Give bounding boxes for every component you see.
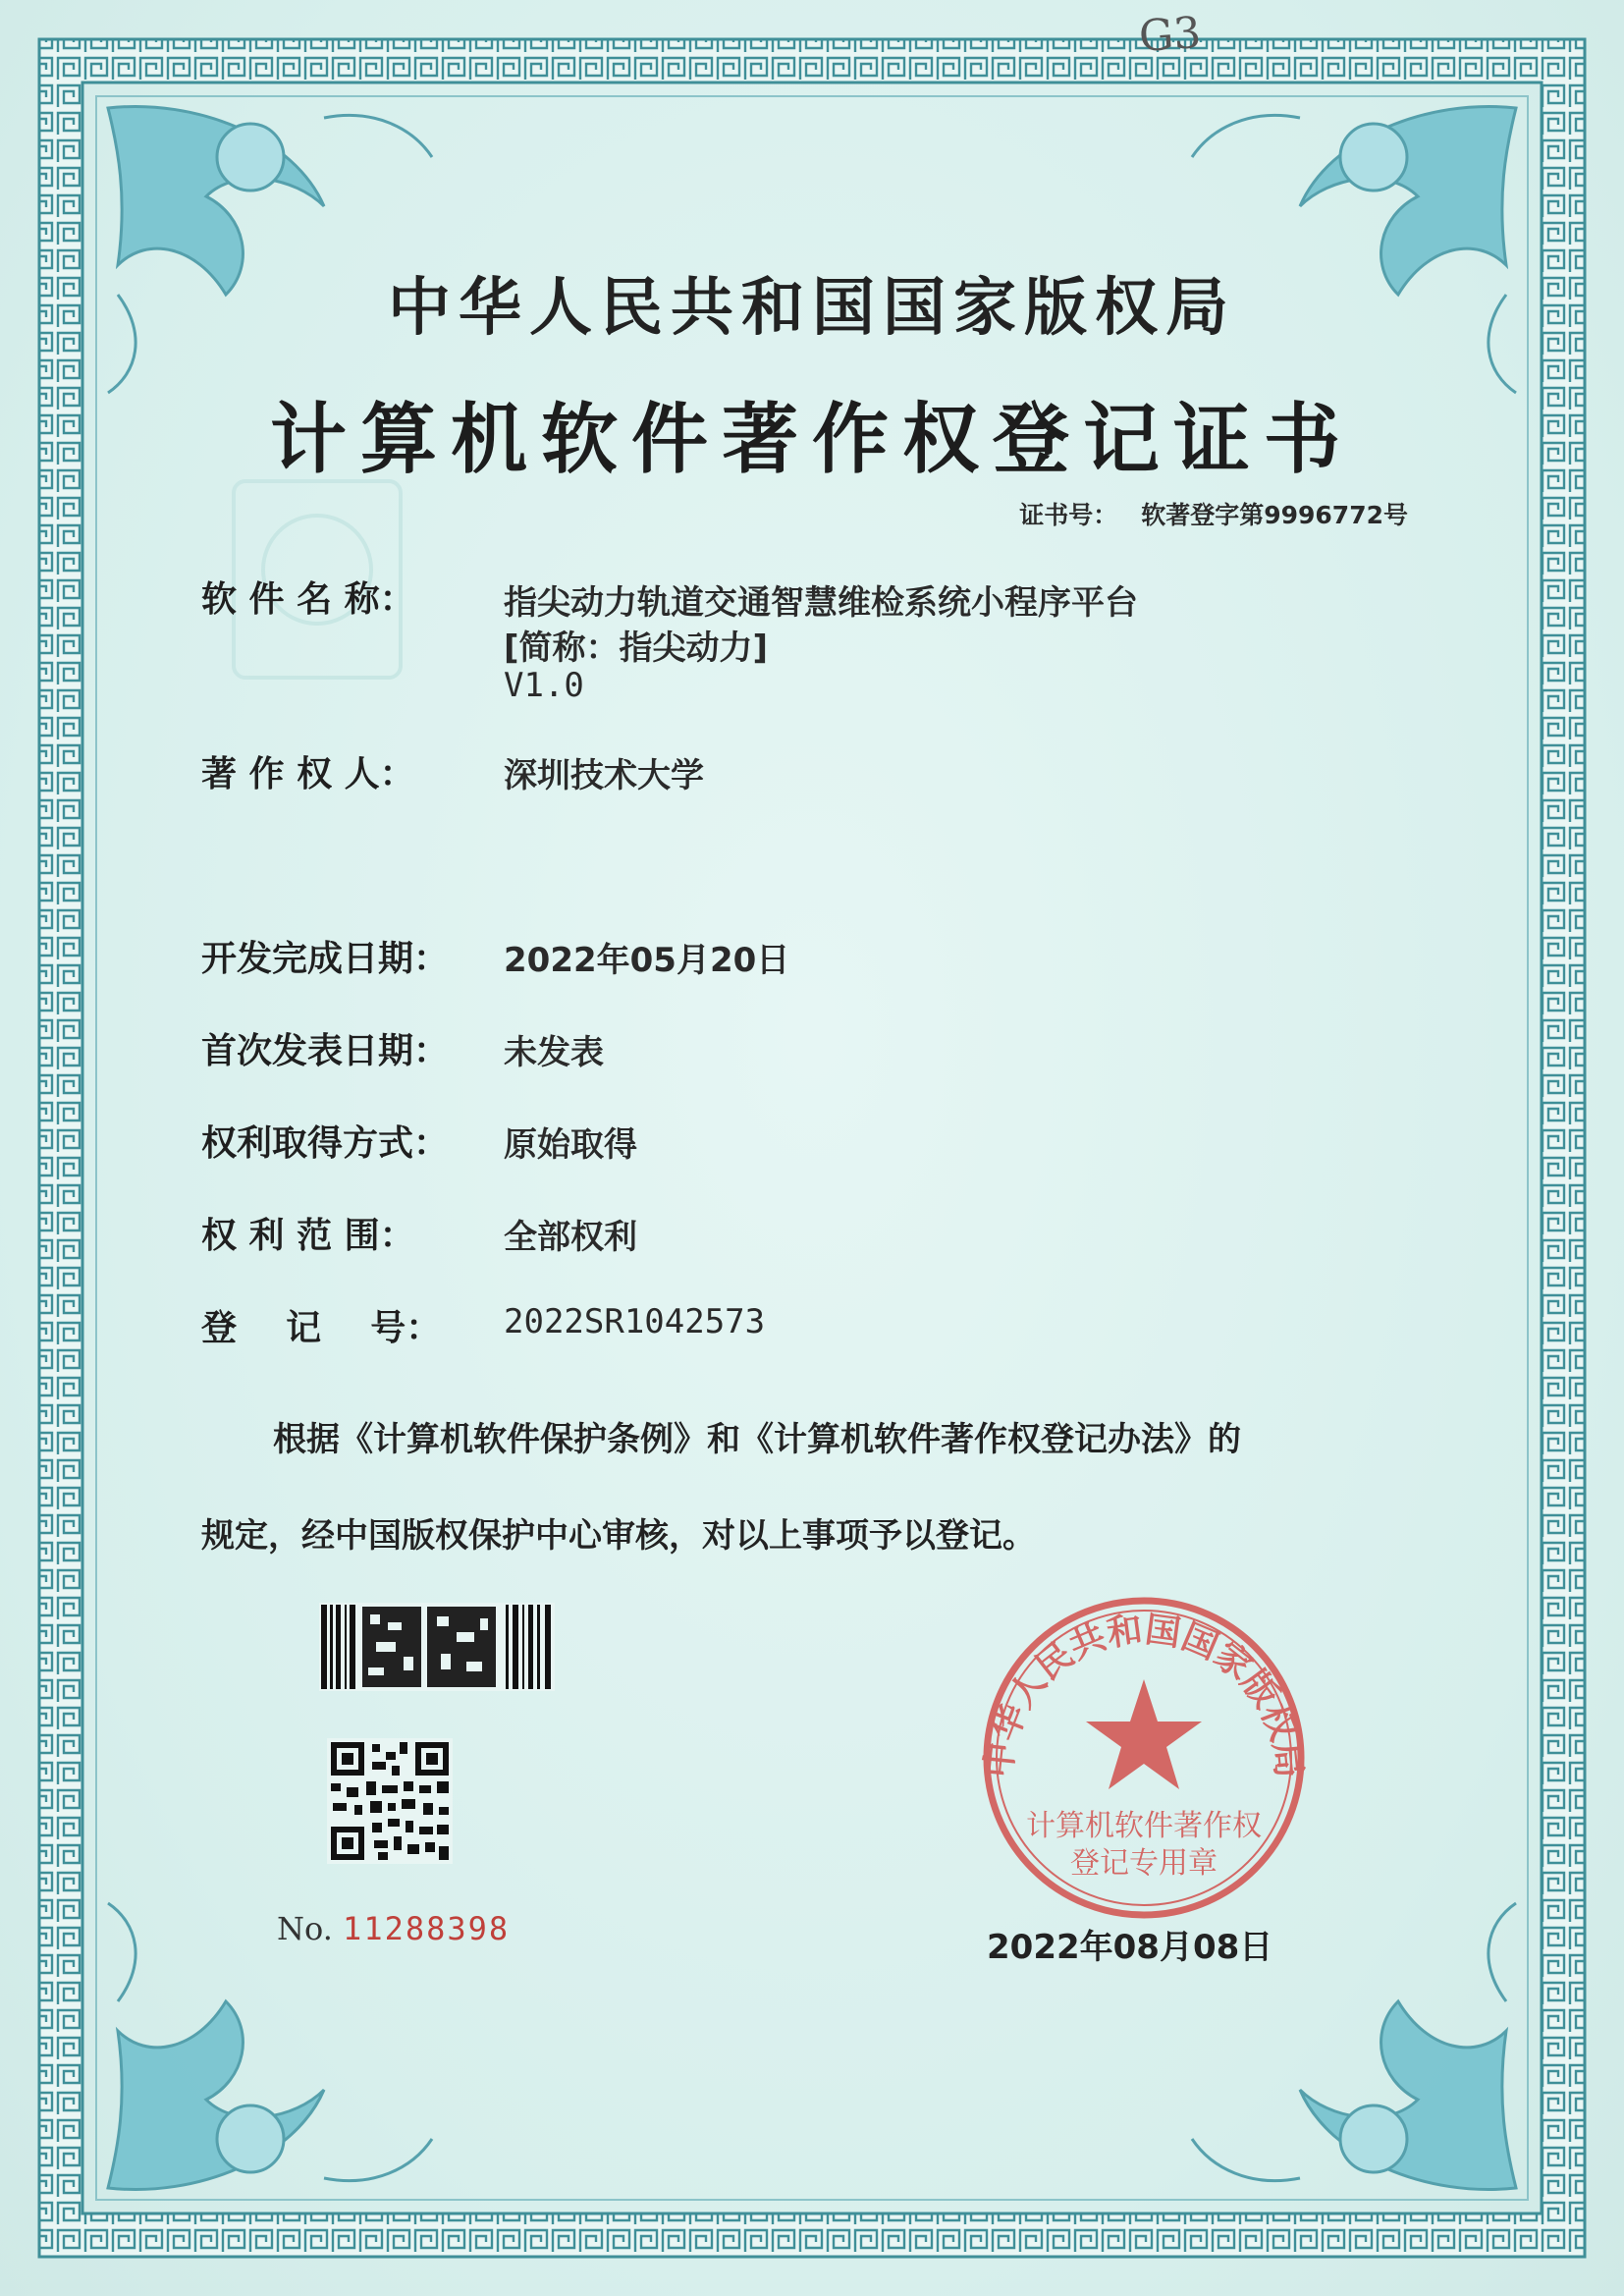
registration-number-value: 2022SR1042573 <box>504 1302 766 1341</box>
statement-line-2: 规定，经中国版权保护中心审核，对以上事项予以登记。 <box>201 1516 1036 1556</box>
software-version: V1.0 <box>504 666 584 705</box>
statement-line-1: 根据《计算机软件保护条例》和《计算机软件著作权登记办法》的 <box>273 1420 1241 1459</box>
acquisition-method-value: 原始取得 <box>504 1125 637 1165</box>
serial-number <box>277 1910 510 1947</box>
handwritten-mark: G3 <box>1137 7 1203 63</box>
certificate-number <box>1019 496 1408 531</box>
issue-date: 2022年08月08日 <box>987 1928 1273 1967</box>
certificate-number-label: 证书号： <box>1019 501 1118 529</box>
registration-number-label: 登 记 号： <box>201 1308 442 1348</box>
copyright-owner-label: 著 作 权 人： <box>201 754 415 794</box>
seal-center-line-1: 计算机软件著作权 <box>1026 1809 1262 1843</box>
seal-center-line-2: 登记专用章 <box>1070 1846 1218 1881</box>
seal-ring-text: 中华人民共和国国家版权局 <box>979 1610 1309 1780</box>
scope-of-rights-label: 权 利 范 围： <box>201 1216 415 1256</box>
barcode <box>319 1603 555 1691</box>
software-name-label: 软 件 名 称： <box>201 579 415 620</box>
serial-value: 11288398 <box>343 1910 511 1947</box>
first-publication-date-label: 首次发表日期： <box>201 1031 450 1071</box>
software-name-value: 指尖动力轨道交通智慧维检系统小程序平台 <box>504 583 1138 623</box>
official-seal <box>957 1586 1330 1920</box>
serial-prefix: No. <box>277 1910 333 1947</box>
completion-date-value: 2022年05月20日 <box>504 941 790 980</box>
software-short-name: [简称：指尖动力] <box>504 629 769 668</box>
corner-ornament-top-right <box>1192 106 1516 393</box>
first-publication-date-value: 未发表 <box>504 1033 604 1072</box>
completion-date-label: 开发完成日期： <box>201 939 450 979</box>
copyright-owner-value: 深圳技术大学 <box>504 756 704 795</box>
certificate-title: 计算机软件著作权登记证书 <box>269 396 1354 484</box>
authority-title: 中华人民共和国国家版权局 <box>388 272 1236 345</box>
certificate-number-value: 软著登字第9996772号 <box>1141 501 1408 529</box>
qr-code <box>327 1738 453 1864</box>
corner-ornament-top-left <box>108 106 432 393</box>
scope-of-rights-value: 全部权利 <box>504 1218 637 1257</box>
acquisition-method-label: 权利取得方式： <box>201 1123 450 1164</box>
